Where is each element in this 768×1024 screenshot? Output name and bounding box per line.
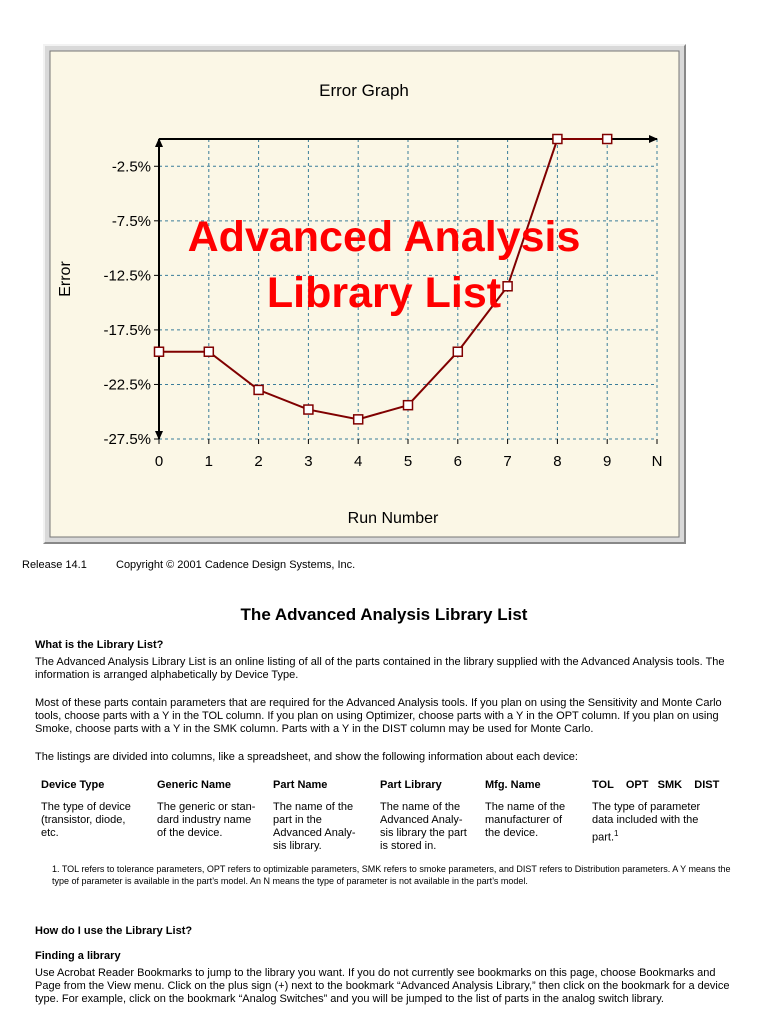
cell-param-types-text: The type of parameter data included with the part.: [592, 801, 701, 844]
data-point: [603, 135, 612, 144]
data-point: [404, 401, 413, 410]
data-point: [354, 415, 363, 424]
paragraph-columns: The listings are divided into columns, like a spreadsheet, and show the following information about each device:: [35, 751, 578, 763]
header-part-library: Part Library: [380, 779, 442, 791]
y-tick-label: -7.5%: [111, 212, 151, 230]
table-row: [35, 801, 728, 853]
header-device-type: Device Type: [41, 779, 105, 791]
cell-part-name: The name of the part in the Advanced Analy-sis library.: [273, 801, 356, 852]
section-heading-what: What is the Library List?: [35, 639, 164, 651]
y-tick-label: -12.5%: [103, 267, 151, 285]
columns-table: [35, 775, 728, 853]
x-tick-label: 7: [503, 453, 512, 470]
data-point: [453, 347, 462, 356]
section-heading-how: How do I use the Library List?: [35, 925, 193, 937]
footnote: 1. TOL refers to tolerance parameters, OPT refers to optimizable parameters, SMK refers to smoke parameters, and DIST refers to Distribution parameters. A Y means the type of parameter is available in the part’s model. An N means the type of parameter is not available in the part’s model.: [52, 864, 731, 886]
x-tick-label: 8: [553, 453, 562, 470]
data-point: [155, 347, 164, 356]
paragraph-tools: Most of these parts contain parameters that are required for the Advanced Analysis tools. If you plan on using the Sensitivity and Monte Carlo tools, choose parts with a Y in the TOL column. If you plan on using Optimizer, choose parts with a Y in the OPT column. If you plan on using Smoke, choose parts with a Y in the SMK column. Parts with a Y in the DIST column may be used for Monte Carlo.: [35, 697, 722, 735]
x-tick-label: 1: [204, 453, 213, 470]
footnote-mark: 1: [614, 829, 619, 838]
page-title: The Advanced Analysis Library List: [240, 605, 528, 624]
table-header-row: [35, 775, 728, 801]
copyright-label: Copyright © 2001 Cadence Design Systems, Inc.: [116, 559, 356, 571]
x-tick-label: 9: [603, 453, 612, 470]
overlay-title-line1: Advanced Analysis: [187, 213, 581, 261]
header-param-types: TOL OPT SMK DIST: [592, 779, 720, 791]
y-tick-label: -22.5%: [103, 376, 151, 394]
cell-device-type: The type of device (transistor, diode, etc.: [41, 801, 131, 839]
paragraph-intro: The Advanced Analysis Library List is an online listing of all of the parts contained in the library supplied with the Advanced Analysis tools. The information is arranged alphabetically by Device Type.: [35, 656, 725, 681]
x-tick-label: 6: [453, 453, 462, 470]
y-tick-label: -2.5%: [111, 158, 151, 176]
data-point: [254, 385, 263, 394]
x-tick-label: N: [651, 453, 663, 470]
y-axis-label: Error: [57, 261, 74, 297]
header-mfg-name: Mfg. Name: [485, 779, 541, 791]
cell-generic-name: The generic or stan-dard industry name of the device.: [157, 801, 256, 839]
paragraph-finding: Use Acrobat Reader Bookmarks to jump to the library you want. If you do not currently see bookmarks on this page, choose Bookmarks and Page from the View menu. Click on the plus sign (+) next to the bookmark “Advanced Analysis Library,” then click on the bookmark for a device type. For example, click on the bookmark “Analog Switches” and you will be jumped to the list of parts in the analog switch library.: [35, 967, 730, 1005]
x-tick-label: 0: [154, 453, 164, 470]
header-generic-name: Generic Name: [157, 779, 231, 791]
cell-param-types: [586, 801, 728, 853]
x-tick-label: 4: [354, 453, 363, 470]
y-tick-label: -27.5%: [103, 431, 151, 448]
x-tick-label: 3: [304, 453, 313, 470]
data-point: [304, 405, 313, 414]
x-tick-label: 5: [403, 453, 413, 470]
x-tick-label: 2: [254, 453, 263, 470]
x-axis-label: Run Number: [347, 510, 439, 527]
overlay-title-line2: Library List: [266, 269, 502, 317]
header-part-name: Part Name: [273, 779, 328, 791]
subheading-finding-library: Finding a library: [35, 950, 121, 962]
data-point: [204, 347, 213, 356]
data-point: [553, 135, 562, 144]
cell-mfg-name: The name of the manufacturer of the device.: [485, 801, 566, 839]
chart-title: Error Graph: [319, 81, 409, 100]
cell-part-library: The name of the Advanced Analy-sis library the part is stored in.: [380, 801, 467, 852]
release-label: Release 14.1: [22, 559, 87, 571]
y-tick-label: -17.5%: [103, 321, 151, 339]
